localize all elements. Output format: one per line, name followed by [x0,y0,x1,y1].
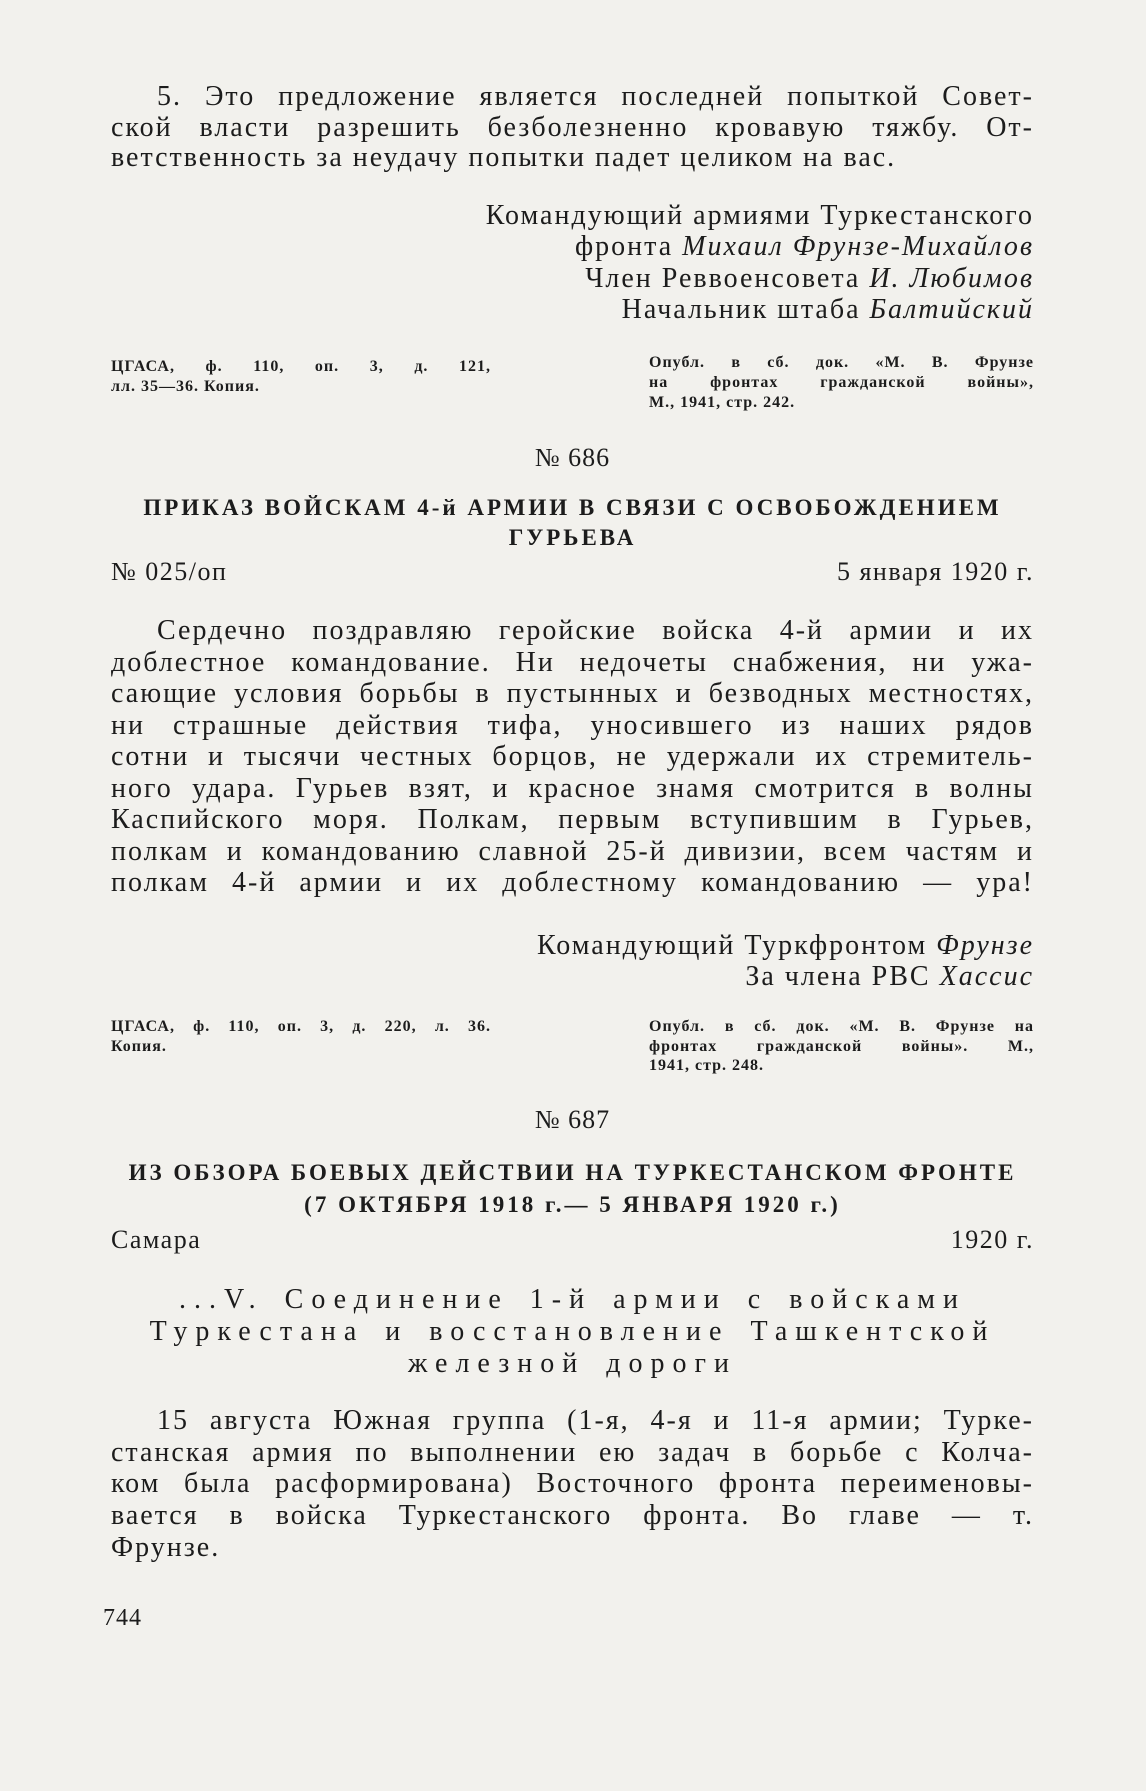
page-number: 744 [103,1605,142,1631]
signatory-name: Хассис [939,961,1034,992]
text-line: Каспийского моря. Полкам, первым вступившим в Гурьев, [111,804,1034,835]
signatory-name: И. Любимов [869,262,1034,294]
reference-line: 1941, стр. 248. [649,1057,765,1075]
reference-line: лл. 35—36. Копия. [111,377,260,395]
title-line: ПРИКАЗ ВОЙСКАМ 4-й АРМИИ В СВЯЗИ С ОСВОБОЖДЕНИЕМ [143,495,1002,520]
document-number-text: № 686 [534,444,611,472]
document-title [111,493,1034,553]
document-number [111,1106,1034,1134]
signature-line [111,930,1034,961]
title-line: (7 ОКТЯБРЯ 1918 г.— 5 ЯНВАРЯ 1920 г.) [304,1192,841,1217]
letter-closing-paragraph [111,82,1034,174]
order-date: 5 января 1920 г. [836,557,1034,586]
title-line: ИЗ ОБЗОРА БОЕВЫХ ДЕЙСТВИИ НА ТУРКЕСТАНСКОМ ФРОНТЕ [128,1160,1017,1185]
text-line: Сердечно поздравляю геройские войска 4-й армии и их [157,615,1034,646]
document-number [111,444,1034,472]
signatory-title: Начальник штаба [621,293,861,325]
reference-line: на фронтах гражданской войны», [649,374,1034,391]
order-header [111,556,1034,588]
reference-line: фронтах гражданской войны». М., [649,1037,1034,1055]
reference-line: Опубл. в сб. док. «М. В. Фрунзе [649,354,1034,371]
text-line: ного удара. Гурьев взят, и красное знамя смотрится в волны [111,772,1034,804]
text-line: сающие условия борьбы в пустынных и безводных местностях, [111,678,1034,709]
signatory-name: Михаил Фрунзе-Михайлов [682,231,1034,263]
signatory-title: Командующий армиями Туркестанского [485,200,1034,231]
signatory-name: Фрунзе [936,930,1034,961]
signatory-name: Балтийский [869,293,1034,325]
text-line: ком была расформирована) Восточного фронта переименовы- [111,1468,1034,1500]
signature-line [111,294,1034,325]
text-line: Фрунзе. [111,1531,221,1563]
text-line: ской власти разрешить безболезненно кровавую тяжбу. От- [111,112,1034,143]
text-line: 5. Это предложение является последней попыткой Совет- [157,82,1034,112]
signatory-title: фронта [575,231,674,263]
section-heading-line: железной дороги [408,1348,737,1379]
text-line: сотни и тысячи честных борцов, не удержали их стремитель- [111,741,1034,772]
archive-reference [111,1017,491,1056]
signatory-title: Командующий Туркфронтом [536,930,928,961]
signature-line [111,961,1034,992]
signature-block [111,200,1034,325]
reference-line: Опубл. в сб. док. «М. В. Фрунзе на [649,1018,1034,1035]
document-title [111,1157,1034,1221]
text-line: 15 августа Южная группа (1-я, 4-я и 11-я армии; Турке- [157,1405,1034,1436]
section-heading [111,1284,1034,1380]
review-text [111,1405,1034,1563]
text-line: ни страшные действия тифа, уносившего из наших рядов [111,709,1034,741]
publication-reference [649,1017,1034,1076]
text-line: полкам и командованию славной 25-й дивизии, всем частям и [111,835,1034,867]
document-place-date [111,1224,1034,1256]
signature-block [111,930,1034,992]
signature-line [111,200,1034,231]
order-number: № 025/оп [111,557,228,586]
order-text [111,615,1034,899]
text-line: станская армия по выполнении ею задач в борьбе с Колча- [111,1436,1034,1468]
reference-line: ЦГАСА, ф. 110, оп. 3, д. 121, [111,358,491,375]
signature-line [111,263,1034,294]
document-date: 1920 г. [950,1225,1034,1254]
publication-reference [649,353,1034,413]
text-line: ветственность за неудачу попытки падет целиком на вас. [111,143,897,173]
title-line: ГУРЬЕВА [508,525,637,550]
document-number-text: № 687 [534,1106,611,1134]
reference-line: Копия. [111,1037,167,1055]
reference-line: ЦГАСА, ф. 110, оп. 3, д. 220, л. 36. [111,1018,491,1035]
signatory-title: Член Реввоенсовета [585,262,861,294]
signatory-title: За члена РВС [745,961,931,992]
text-line: полкам 4-й армии и их доблестному командованию — ура! [111,867,1034,898]
document-place: Самара [111,1225,202,1254]
section-heading-line: ...V. Соединение 1-й армии с войсками [179,1284,966,1315]
reference-line: М., 1941, стр. 242. [649,394,796,411]
archive-reference [111,357,491,396]
text-line: вается в войска Туркестанского фронта. Во главе — т. [111,1500,1034,1532]
text-line: доблестное командование. Ни недочеты снабжения, ни ужа- [111,646,1034,678]
signature-line [111,231,1034,262]
section-heading-line: Туркестана и восстановление Ташкентской [149,1316,996,1347]
